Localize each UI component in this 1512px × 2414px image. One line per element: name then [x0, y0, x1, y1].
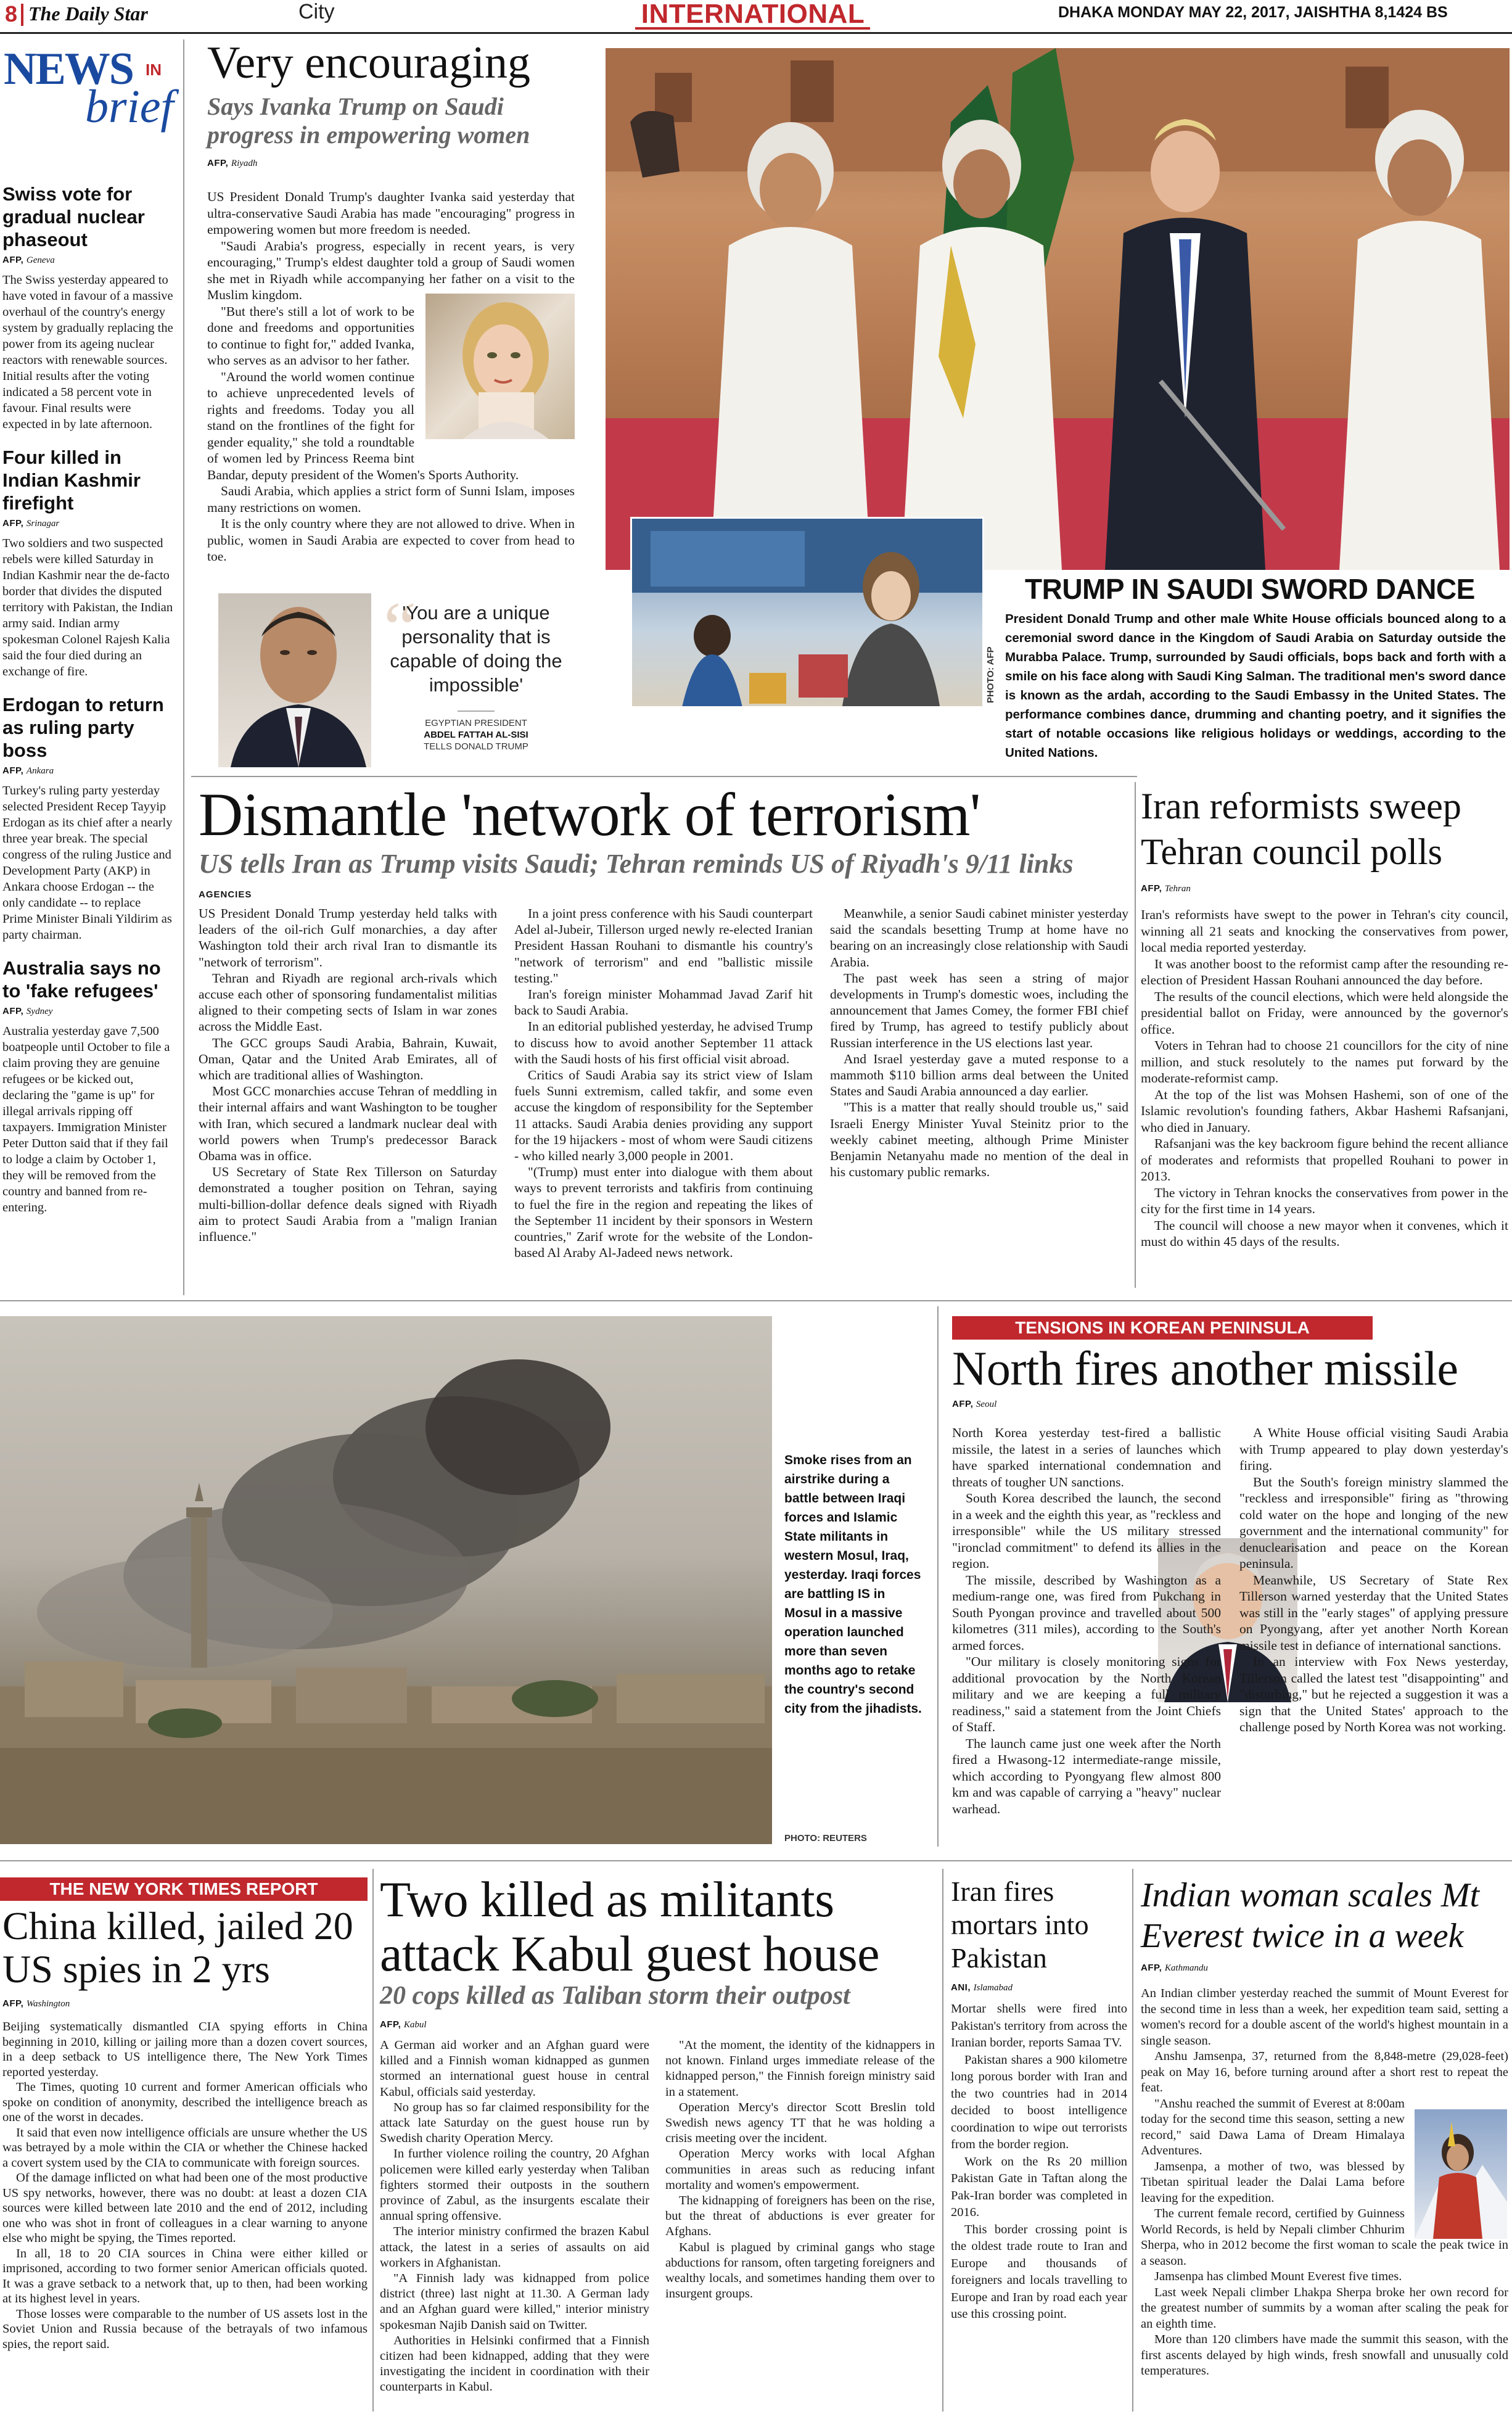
brief-byline: AFP, Geneva: [2, 255, 55, 265]
kabul-headline: Two killed as militants attack Kabul guest house: [380, 1871, 880, 1982]
korea-headline: North fires another missile: [952, 1341, 1458, 1395]
paragraph: Authorities in Helsinki confirmed that a Finnish citizen had been kidnapped, adding that they were investigating the incident in coordination with their counterparts in Kabul.: [380, 2333, 649, 2394]
paragraph: The interior ministry confirmed the brazen Kabul attack, the latest in a series of assaults on aid workers in Afghanistan.: [380, 2225, 649, 2270]
terrorism-agency: AGENCIES: [199, 889, 252, 900]
kabul-subhead: 20 cops killed as Taliban storm their outpost: [380, 1982, 850, 2010]
paragraph: "At the moment, the identity of the kidnappers in not known. Finland urges immediate release of the kidnapped person," the Finnish foreign ministry said in a statement.: [665, 2038, 935, 2099]
china-story: [0, 1877, 368, 2412]
mosul-photo-credit: PHOTO: REUTERS: [784, 1833, 867, 1843]
sisi-photo: [218, 593, 371, 767]
paragraph: In all, 18 to 20 CIA sources in China were either killed or imprisoned, according to two former senior American officials quoted. It was a grave setback to a network that, up to then, had been working at its highest level in years.: [2, 2246, 368, 2305]
paragraph: Jamsenpa has climbed Mount Everest five times.: [1154, 2270, 1402, 2283]
paragraph: The kidnapping of foreigners has been on the rise, but the threat of abductions is ever greater for Afghans.: [665, 2194, 935, 2239]
paragraph: "Saudi Arabia's progress, especially in recent years, is very encouraging," Trump's eldest daughter told a group of Saudi women she met in Riyadh while accompanying her father on a visit to the Muslim kingdom.: [207, 238, 575, 302]
department-label: INTERNATIONAL: [641, 0, 865, 29]
paragraph: Meanwhile, a senior Saudi cabinet minister yesterday said the scandals besetting Trump at home have no bearing on an increasingly close relationship with Saudi Arabia.: [830, 906, 1128, 970]
paragraph: US President Donald Trump's daughter Ivanka said yesterday that ultra-conservative Saudi Arabia has made "encouraging" progress in empowering women but more freedom is needed.: [207, 189, 575, 237]
brief-logo: [2, 43, 176, 142]
paragraph: Operation Mercy's director Scott Breslin told Swedish news agency TT that he was holding a crisis meeting over the incident.: [665, 2100, 935, 2146]
paragraph: "Our military is closely monitoring signs for additional provocation by the North Korean military and we are keeping a full military readiness," said a statement from the Joint Chiefs of Staff.: [952, 1654, 1221, 1734]
paragraph: Most GCC monarchies accuse Tehran of meddling in their internal affairs and want Washington to be tougher with Iran, which secured a landmark nuclear deal with world powers when Trump's predecessor Barack Obama was in office.: [199, 1084, 497, 1164]
paragraph: Mortar shells were fired into Pakistan's territory from across the Iranian border, reports Samaa TV.: [951, 2002, 1127, 2049]
paragraph: In an interview with Fox News yesterday, Tillerson called the latest test "disappointing" and "disturbing," but he rejected a suggestion it was a sign that the United States' approach to the challenge posed by North Korea was not working.: [1239, 1654, 1508, 1734]
china-byline: AFP, Washington: [2, 1998, 70, 2009]
everest-story: [1141, 1875, 1508, 2412]
paragraph: Pakistan shares a 900 kilometre long porous border with Iran and the two countries had in 2014 decided to boost intelligence coordination to wipe out terrorists from the border region.: [951, 2053, 1127, 2151]
dateline: DHAKA MONDAY MAY 22, 2017, JAISHTHA 8,1424 BS: [1058, 4, 1448, 21]
paragraph: But the South's foreign ministry slammed the "reckless and irresponsible" firing as "throwing cold water on the hope and longing of the new government and the international community" for denuclearisation and peace on the Korean peninsula.: [1239, 1474, 1508, 1571]
paragraph: Tehran and Riyadh are regional arch-rivals which accuse each other of sponsoring fundamentalist militias aligned to their competing sects of Islam in war zones across the Middle East.: [199, 970, 497, 1034]
brief-item: [2, 183, 174, 432]
page-number: 8: [5, 1, 18, 27]
ivanka-headline: Very encouraging: [207, 38, 530, 88]
logo-news: NEWS: [4, 44, 133, 94]
iran-headline: Iran reformists sweep Tehran council polls: [1141, 786, 1461, 872]
paragraph: "This is a matter that really should trouble us," said Israeli Energy Minister Yuval Steinitz prior to the weekly cabinet meeting, although Prime Minister Benjamin Netanyahu made no mention of the deal in his customary public remarks.: [830, 1100, 1128, 1180]
terrorism-headline: Dismantle 'network of terrorism': [199, 780, 980, 849]
logo-brief: brief: [85, 81, 174, 133]
paragraph: Beijing systematically dismantled CIA spying efforts in China beginning in 2010, killing or jailing more than a dozen covert sources, in a deep setback to US intelligence there, The New York Times reported yesterday.: [2, 2020, 368, 2079]
ivanka-photo: [425, 294, 575, 439]
paragraph: And Israel yesterday gave a muted response to a mammoth $110 billion arms deal between the United States and Saudi Arabia announced a day earlier.: [830, 1051, 1128, 1099]
quote-attribution-2: ABDEL FATTAH AL-SISI: [424, 730, 528, 740]
terrorism-body: [199, 905, 1128, 1275]
mosul-photo: [0, 1316, 772, 1844]
mosul-caption: Smoke rises from an airstrike during a battle between Iraqi forces and Islamic State militants in western Mosul, Iraq, yesterday. Iraqi forces are battling IS in Mosul in a massive operation launched more than seven months ago to retake the country's second city from the jihadists.: [784, 1453, 922, 1716]
pakistan-body: [951, 2001, 1127, 2323]
paragraph: North Korea yesterday test-fired a ballistic missile, the latest in a series of launches which have sparked international condemnation and threats of tougher UN sanctions.: [952, 1425, 1221, 1489]
kabul-body: [380, 2038, 935, 2410]
paragraph: Kabul is plagued by criminal gangs who stage abductions for ransom, often targeting foreigners and wealthy locals, and sometimes handing them over to insurgent groups.: [665, 2240, 935, 2301]
sword-photo-credit: PHOTO: AFP: [985, 646, 996, 703]
section-label: City: [298, 0, 335, 23]
paragraph: "(Trump) must enter into dialogue with them about ways to prevent terrorists and takfiris from continuing to fuel the fire in the region and repeating the likes of the September 11 incident by their sponsors in Western countries," Zarif wrote for the website of the London-based Al Araby Al-Jadeed news network.: [514, 1164, 813, 1261]
paragraph: Iran's foreign minister Mohammad Javad Zarif hit back to Saudi Arabia.: [514, 987, 813, 1018]
paragraph: Saudi Arabia, which applies a strict form of Sunni Islam, imposes many restrictions on women.: [207, 484, 575, 515]
brief-title: Four killed in Indian Kashmir firefight: [2, 447, 141, 514]
paragraph: Meanwhile, US Secretary of State Rex Tillerson warned yesterday that the United States was still in the "early stages" of applying pressure on Pyongyang, after yet another North Korean missile test in defiance of international sanctions.: [1239, 1572, 1508, 1653]
paragraph: Jamsenpa, a mother of two, was blessed by Tibetan spiritual leader the Dalai Lama before leaving for the expedition.: [1141, 2159, 1405, 2205]
brief-byline: AFP, Ankara: [2, 765, 54, 776]
pakistan-headline: Iran fires mortars into Pakistan: [951, 1876, 1089, 1974]
paragraph: The victory in Tehran knocks the conservatives from power in the city for the first time in 14 years.: [1141, 1185, 1508, 1216]
paragraph: "Around the world women continue to achieve unprecedented levels of rights and freedoms. Today you all stand on the frontlines of the fight for gender equality," she told a roundtable of women led by Princess Reema bint Bandar, deputy president of the Women's Sports Authority.: [207, 369, 519, 482]
ivanka-byline: AFP, Riyadh: [207, 158, 258, 168]
terrorism-subhead: US tells Iran as Trump visits Saudi; Tehran reminds US of Riyadh's 9/11 links: [199, 849, 1074, 879]
pakistan-story: [951, 1875, 1128, 2412]
terrorism-story: [196, 782, 1131, 1288]
brief-text: Turkey's ruling party yesterday selected President Recep Tayyip Erdogan as its chief after a nearly three year break. The special congress of the ruling Justice and Development Party (AKP) in Ankara choose Erdogan -- the only candidate -- to replace Prime Minister Binali Yildirim as party chairman.: [2, 784, 173, 942]
brief-title: Australia says no to 'fake refugees': [2, 957, 161, 1002]
paragraph: The Times, quoting 10 current and former American officials who spoke on condition of anonymity, described the intelligence breach as one of the worst in decades.: [2, 2080, 368, 2124]
brief-text: Australia yesterday gave 7,500 boatpeople until October to file a claim proving they are genuine refugees or be kicked out, declaring the "game is up" for illegal arrivals ripping off taxpayers. Immigration Minister Peter Dutton said that if they fail to lodge a claim by October 1, they will be removed from the country and banned from re-entering.: [2, 1024, 170, 1214]
brief-text: The Swiss yesterday appeared to have voted in favour of a massive overhaul of the country's energy system by gradually replacing the power from its ageing nuclear reactors with renewable sources. Initial results after the voting indicated a 58 percent vote in favour. Final results were expected in by late afternoon.: [2, 273, 173, 431]
paragraph: A White House official visiting Saudi Arabia with Trump appeared to play down yesterday's firing.: [1239, 1425, 1508, 1473]
paragraph: In further violence roiling the country, 20 Afghan policemen were killed early yesterday when Taliban fighters stormed their outposts in the southern province of Zabul, as the insurgents escalate their annual spring offensive.: [380, 2147, 649, 2223]
brief-item: [2, 957, 174, 1216]
paragraph: More than 120 climbers have made the summit this season, with the first ascents delayed by high winds, fresh snowfall and unusually cold temperatures.: [1141, 2333, 1508, 2378]
paragraph: Last week Nepali climber Lhakpa Sherpa broke her own record for the greatest number of summits by a woman after scaling the peak for an eighth time.: [1141, 2285, 1508, 2331]
paragraph: Of the damage inflicted on what had been one of the most productive US spy networks, however, there was no doubt: at least a dozen CIA sources were killed between late 2010 and the end of 2012, including one who was shot in front of colleagues in a clear warning to anyone else who might be spying, the Times reported.: [2, 2171, 368, 2245]
paragraph: Iran's reformists have swept to the power in Tehran's city council, winning all 21 seats and knocking the conservatives from power, local media reported yesterday.: [1141, 907, 1508, 955]
quote-attribution-1: EGYPTIAN PRESIDENT: [425, 718, 527, 728]
quote-text: 'You are a unique personality that is capable of doing the impossible': [390, 602, 562, 696]
brief-item: [2, 446, 174, 680]
paragraph: "Anshu reached the summit of Everest at 8:00am today for the second time this season, setting a new record," said Dawa Lama of Dream Himalaya Adventures.: [1141, 2096, 1405, 2157]
sword-dance-caption: President Donald Trump and other male White House officials bounced along to a ceremonial sword dance in the Kingdom of Saudi Arabia on Saturday outside the Murabba Palace. Trump, surrounded by Saudi officials, bops back and forth with a smile on his face along with Saudi King Salman. The traditional men's sword dance is known as the ardah, according to the Saudi Embassy in the United States. The performance combines dance, drumming and chanting poetry, and it signifies the start of notable occasions like religious holidays or weddings, according to the United Nations.: [1005, 612, 1506, 760]
paragraph: It is the only country where they are not allowed to drive. When in public, women in Saudi Arabia are expected to cover from head to toe.: [207, 516, 575, 564]
paragraph: "But there's still a lot of work to be done and freedoms and opportunities to continue to fight for," added Ivanka, who serves as an advisor to her father.: [207, 303, 414, 368]
sisi-quote-box: “ 'You are a unique personality that is capable of doing the impossible' EGYPTIAN PRESIDENT ABDEL FATTAH AL-SISI TELLS DONALD TRUMP: [207, 587, 575, 772]
paragraph: The launch came just one week after the North fired a Hwasong-12 intermediate-range missile, which according to Pyongyang flew almost 800 km and was capable of carrying a "heavy" nuclear warhead.: [952, 1736, 1221, 1816]
paragraph: An Indian climber yesterday reached the summit of Mount Everest for the second time in less than a week, her expedition team said, setting a women's record for a double ascent of the world's highest mountain in a single season.: [1141, 1987, 1508, 2048]
iran-body: [1141, 907, 1508, 1250]
paragraph: A German aid worker and an Afghan guard were killed and a Finnish woman kidnapped as gunmen stormed an international guest house in central Kabul, officials said yesterday.: [380, 2038, 649, 2099]
paragraph: US President Donald Trump yesterday held talks with leaders of the oil-rich Gulf monarchies, a day after Washington told their arch rival Iran to dismantle its "network of terrorism".: [199, 906, 497, 970]
paragraph: No group has so far claimed responsibility for the attack late Saturday on the guest house run by Swedish charity Operation Mercy.: [380, 2100, 649, 2146]
paragraph: Voters in Tehran had to choose 21 councillors for the city of nine million, and stuck resolutely to the names put forward by the moderate-reformist camp.: [1141, 1038, 1508, 1085]
kabul-story: [380, 1872, 935, 2412]
korea-kicker: TENSIONS IN KOREAN PENINSULA: [952, 1316, 1373, 1340]
kabul-byline: AFP, Kabul: [380, 2019, 427, 2030]
paragraph: Operation Mercy works with local Afghan communities in areas such as reducing infant mortality and women's empowerment.: [665, 2147, 935, 2192]
sword-dance-photo: [606, 48, 1510, 570]
brief-item: [2, 693, 174, 943]
sword-dance-title: TRUMP IN SAUDI SWORD DANCE: [1025, 573, 1475, 605]
paragraph: It was another boost to the reformist camp after the resounding re-election of President Hassan Rouhani announced the day before.: [1141, 956, 1508, 987]
paragraph: This border crossing point is the oldest trade route to Iran and Europe and thousands of foreigners and locals travelling to Europe and Iran by road each year use this crossing point.: [951, 2222, 1127, 2321]
paragraph: In a joint press conference with his Saudi counterpart Adel al-Jubeir, Tillerson urged newly re-elected Iranian President Hassan Rouhani to dismantle his country's "network of terrorism" and end "ballistic missile testing.": [514, 906, 813, 986]
brief-title: Swiss vote for gradual nuclear phaseout: [2, 183, 145, 250]
iran-reformists-story: [1141, 783, 1508, 1289]
logo-in: IN: [146, 60, 162, 79]
iran-byline: AFP, Tehran: [1141, 883, 1191, 894]
paragraph: US Secretary of State Rex Tillerson on Saturday demonstrated a tougher position on Tehran, saying multi-billion-dollar defence deals signed with Riyadh aim to protect Saudi Arabia from a "malign Iranian influence.": [199, 1164, 497, 1245]
china-body: [2, 2019, 368, 2352]
news-in-brief: [0, 39, 179, 1291]
paragraph: Rafsanjani was the key backroom figure behind the recent alliance of moderates and reformists that propelled Rouhani to power in 2013.: [1141, 1136, 1508, 1184]
paragraph: In an editorial published yesterday, he advised Trump to discuss how to avoid another September 11 attack with the Saudi hosts of his first official visit abroad.: [514, 1019, 813, 1066]
ivanka-subhead: Says Ivanka Trump on Saudi progress in empowering women: [207, 93, 530, 149]
brief-byline: AFP, Sydney: [2, 1006, 53, 1016]
paragraph: Work on the Rs 20 million Pakistan Gate in Taftan along the Pak-Iran border was completed in 2016.: [951, 2154, 1127, 2219]
paragraph: Anshu Jamsenpa, 37, returned from the 8,848-metre (29,028-feet) peak on May 16, before turning around after a short rest to repeat the feat.: [1141, 2049, 1508, 2095]
china-headline: China killed, jailed 20 US spies in 2 yrs: [2, 1904, 353, 1991]
korea-byline: AFP, Seoul: [952, 1399, 997, 1409]
quote-attribution-3: TELLS DONALD TRUMP: [424, 741, 528, 752]
paragraph: The past week has seen a string of major developments in Trump's domestic woes, including the announcement that James Comey, the former FBI chief fired by Trump, has agreed to testify publicly about Russian interference in the US elections last year.: [830, 970, 1128, 1050]
melania-photo: [630, 517, 984, 708]
paragraph: At the top of the list was Mohsen Hashemi, son of one of the Islamic revolution's founding fathers, Akbar Hashemi Rafsanjani, who died in January.: [1141, 1087, 1508, 1135]
masthead: [0, 0, 1512, 32]
paragraph: "A Finnish lady was kidnapped from police district (three) last night at 11.30. A German lady and an Afghan guard were killed," interior ministry spokesman Najib Danish said on Twitter.: [380, 2272, 649, 2332]
paragraph: South Korea described the launch, the second in a week and the eighth this year, as "reckless and irresponsible" while the US military stressed "ironclad commitment" to defend its allies in the region.: [952, 1491, 1221, 1571]
everest-headline: Indian woman scales Mt Everest twice in a week: [1141, 1876, 1480, 1955]
brief-title: Erdogan to return as ruling party boss: [2, 694, 164, 761]
paragraph: The GCC groups Saudi Arabia, Bahrain, Kuwait, Oman, Qatar and the United Arab Emirates, all of which are traditional allies of Washington.: [199, 1035, 497, 1083]
paragraph: The missile, described by Washington as a medium-range one, was fired from Pukchang in South Pyongan province and travelled about 500 kilometres (311 miles), according to the South's armed forces.: [952, 1572, 1221, 1653]
brief-byline: AFP, Srinagar: [2, 518, 60, 529]
brief-text: Two soldiers and two suspected rebels were killed Saturday in Indian Kashmir near the de-facto border that divides the disputed territory with Pakistan, the Indian army said. Indian army spokesman Colonel Rajesh Kalia said the four died during an exchange of fire.: [2, 537, 173, 678]
korea-story: [952, 1316, 1508, 1847]
paragraph: The results of the council elections, which were held alongside the presidential ballot on Friday, were announced by the governor's office.: [1141, 989, 1508, 1037]
paper-name: The Daily Star: [28, 2, 148, 25]
paragraph: The current female record, certified by Guinness World Records, is held by Nepali climber Chhurim Sherpa, who in 2012 become the first woman to scale the peak twice in a season.: [1141, 2207, 1508, 2268]
paragraph: The council will choose a new mayor when it convenes, which it must do within 45 days of the results.: [1141, 1217, 1508, 1249]
paragraph: Critics of Saudi Arabia say its strict view of Islam fuels Sunni extremism, called takfir, and some even accuse the kingdom of responsibility for the September 11 attacks. Saudi Arabia denies providing any support for the 19 hijackers - most of whom were Saudi citizens - who killed nearly 3,000 people in 2001.: [514, 1068, 813, 1164]
pakistan-byline: ANI, Islamabad: [951, 1982, 1013, 1993]
china-kicker: THE NEW YORK TIMES REPORT: [0, 1877, 368, 1901]
everest-byline: AFP, Kathmandu: [1141, 1963, 1208, 1973]
paragraph: It said that even now intelligence officials are unsure whether the US was betrayed by a mole within the CIA or whether the Chinese hacked a covert system used by the CIA to communicate with foreign sources.: [2, 2125, 368, 2170]
everest-body: [1141, 1986, 1508, 2379]
korea-body: [952, 1425, 1508, 1844]
paragraph: Those losses were comparable to the number of US assets lost in the Soviet Union and Russia because of the betrayals of two infamous spies, the report said.: [2, 2307, 368, 2351]
